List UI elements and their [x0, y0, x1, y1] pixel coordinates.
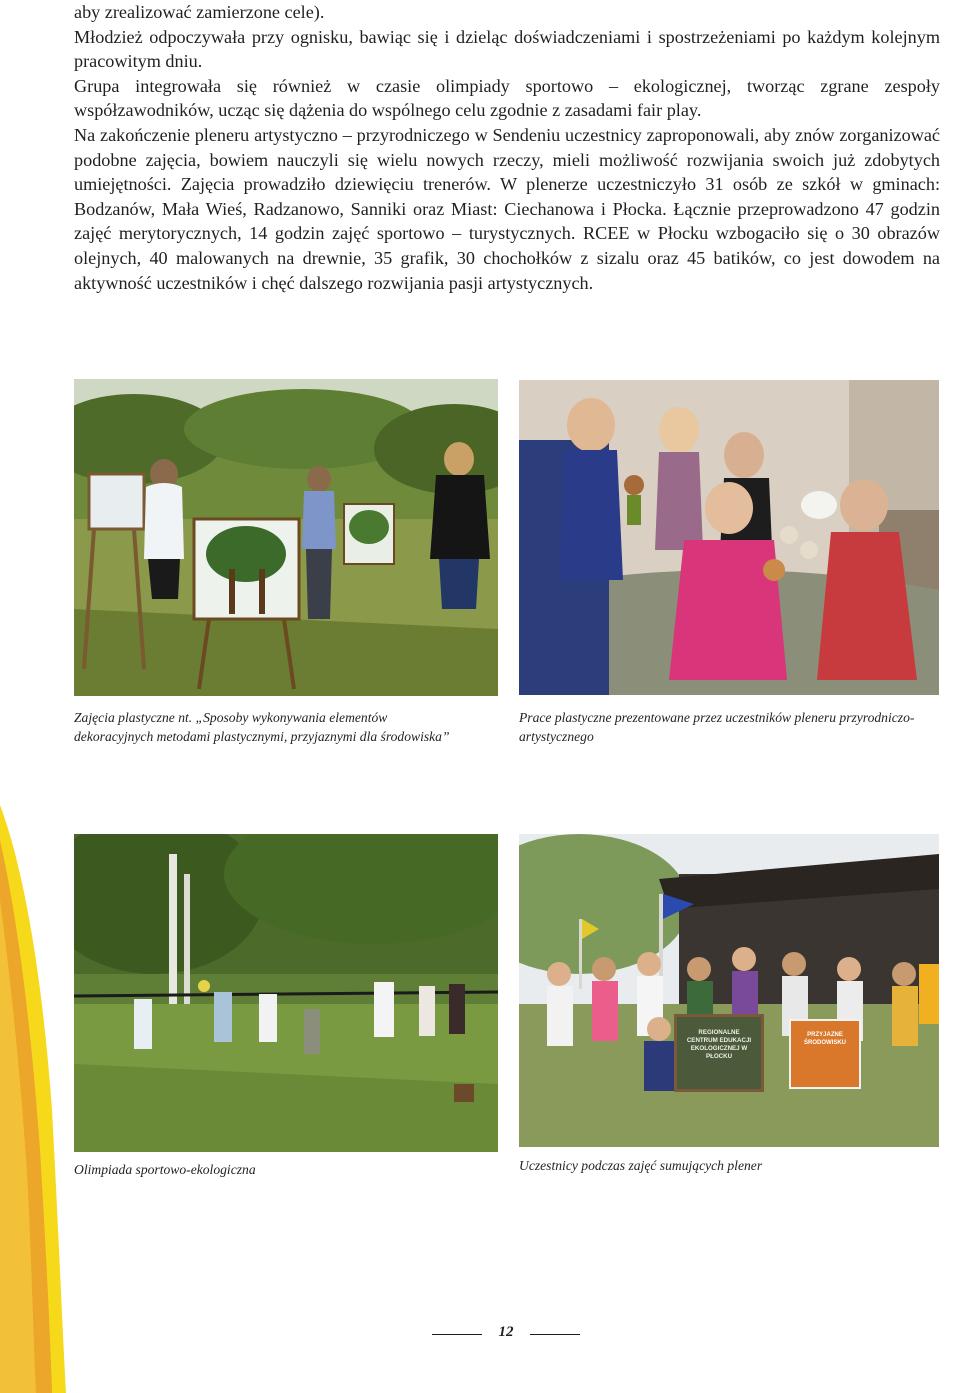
photo4-sign-right-text: PRZYJAZNE ŚRODOWISKU: [804, 1032, 846, 1046]
caption-photo-2: Prace plastyczne prezentowane przez uczestników pleneru przyrodniczo-artystycznego: [519, 710, 915, 744]
photo4-sign-right: [789, 1019, 861, 1089]
caption-photo-1: Zajęcia plastyczne nt. „Sposoby wykonywania elementów dekoracyjnych metodami plastycznymi, przyjaznymi dla środowiska”: [74, 710, 450, 744]
page-number: 12: [498, 1324, 514, 1340]
paragraph-2: Młodzież odpoczywała przy ognisku, bawiąc się i dzieląc doświadczeniami i spostrzeżeniami po każdym kolejnym pracowitym dniu.: [74, 26, 940, 72]
photo-sports-olympiad: [74, 834, 498, 1152]
photo-art-presentation: [519, 380, 939, 695]
photo4-sign-left: [674, 1014, 764, 1092]
photo-painting-class: [74, 379, 498, 696]
photo-group-summary: [519, 834, 939, 1147]
paragraph-1: aby zrealizować zamierzone cele).: [74, 2, 325, 22]
footer-rule-left: [432, 1334, 482, 1335]
photo4-sign-left-text: REGIONALNE CENTRUM EDUKACJI EKOLOGICZNEJ W PŁOCKU: [686, 1029, 752, 1060]
paragraph-3: Grupa integrowała się również w czasie olimpiady sportowo – ekologicznej, tworząc zgrane zespoły współzawodników, ucząc się dążenia do wspólnego celu zgodnie z zasadami fair play.: [74, 75, 940, 121]
footer-rule-right: [530, 1334, 580, 1335]
caption-photo-3: Olimpiada sportowo-ekologiczna: [74, 1162, 256, 1177]
page-footer: [0, 1322, 960, 1346]
paragraph-4: Na zakończenie pleneru artystyczno – przyrodniczego w Sendeniu uczestnicy zaproponowali, aby znów zorganizować podobne zajęcia, bowiem nauczyli się wielu nowych rzeczy, mieli możliwość rozwijania swoich już zdobytych umiejętności. Zajęcia prowadziło dziewięciu trenerów. W plenerze uczestniczyło 31 osób ze szkół w gminach: Bodzanów, Mała Wieś, Radzanowo, Sanniki oraz Miast: Ciechanowa i Płocka. Łącznie przeprowadzono 47 godzin zajęć merytorycznych, 14 godzin zajęć sportowo – turystycznych. RCEE w Płocku wzbogaciło się o 30 obrazów olejnych, 40 malowanych na drewnie, 35 grafik, 30 chochołków z sizalu oraz 45 batików, co jest dowodem na aktywność uczestników i chęć dalszego rozwijania pasji artystycznych.: [74, 124, 940, 293]
body-text: [74, 0, 940, 295]
caption-photo-4: Uczestnicy podczas zajęć sumujących plener: [519, 1158, 763, 1173]
